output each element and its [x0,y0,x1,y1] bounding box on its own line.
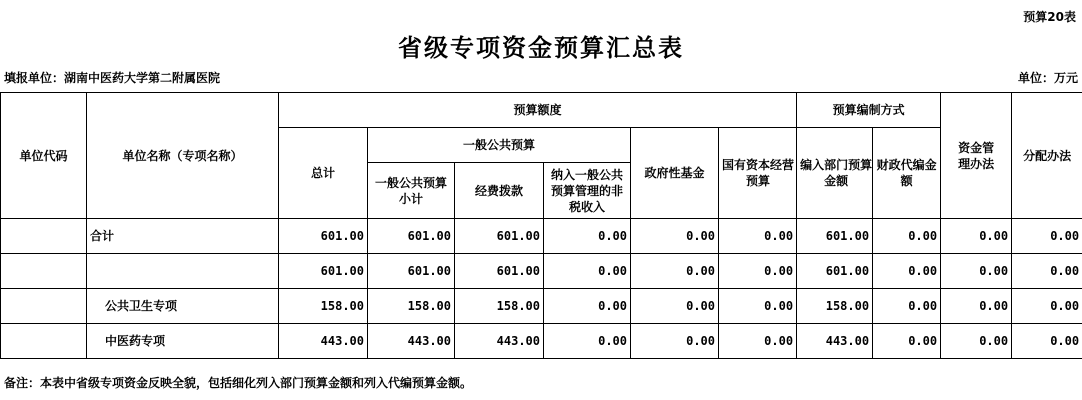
table-row [1,219,1082,254]
col-state-capital [719,128,797,219]
reporting-unit: 填报单位：湖南中医药大学第二附属医院 [4,71,221,85]
cell-state-capital: 0.00 [719,324,797,359]
unit-label: 单位：万元 [1017,71,1078,85]
cell-non-tax: 0.00 [544,289,631,324]
cell-state-capital: 0.00 [719,289,797,324]
col-budget-amount: 预算额度 [279,93,797,128]
cell-total: 601.00 [279,219,368,254]
form-number: 预算20表 [1023,10,1076,24]
cell-allocation: 0.00 [1012,219,1082,254]
cell-code [1,324,87,359]
cell-total: 601.00 [279,254,368,289]
cell-non-tax: 0.00 [544,219,631,254]
cell-allocation: 0.00 [1012,254,1082,289]
col-unit-code: 单位代码 [1,93,87,219]
col-dept-budget-amount [797,128,873,219]
page-title: 省级专项资金预算汇总表 [398,33,684,62]
cell-name: 合计 [87,219,279,254]
col-fund-management-label: 资金管理办法 [958,140,995,171]
cell-non-tax: 0.00 [544,324,631,359]
cell-funding: 601.00 [455,219,544,254]
cell-name [87,254,279,289]
cell-allocation: 0.00 [1012,289,1082,324]
cell-state-capital: 0.00 [719,254,797,289]
cell-allocation: 0.00 [1012,324,1082,359]
col-allocation-method: 分配办法 [1012,93,1082,219]
col-gpb-subtotal-label: 一般公共预算小计 [375,175,448,206]
cell-dept-budget: 443.00 [797,324,873,359]
cell-fund-management: 0.00 [941,254,1012,289]
cell-gpb-subtotal: 158.00 [368,289,455,324]
cell-fund-management: 0.00 [941,289,1012,324]
col-total: 总计 [279,128,368,219]
budget-table [0,92,1082,359]
cell-dept-budget: 601.00 [797,219,873,254]
cell-funding: 158.00 [455,289,544,324]
cell-code [1,289,87,324]
cell-fiscal-proxy: 0.00 [873,219,941,254]
col-funding-allocation: 经费拨款 [455,163,544,219]
cell-gpb-subtotal: 601.00 [368,254,455,289]
table-row [1,254,1082,289]
cell-dept-budget: 601.00 [797,254,873,289]
cell-name: 中医药专项 [87,324,279,359]
cell-total: 443.00 [279,324,368,359]
col-state-capital-label: 国有资本经营预算 [722,158,795,188]
col-dept-budget-label: 编入部门预算金额 [800,158,873,188]
footnote: 备注：本表中省级专项资金反映全貌，包括细化列入部门预算金额和列入代编预算金额。 [4,376,473,390]
col-general-public-budget: 一般公共预算 [368,128,631,163]
col-gpb-subtotal [368,163,455,219]
cell-state-capital: 0.00 [719,219,797,254]
cell-fiscal-proxy: 0.00 [873,324,941,359]
cell-dept-budget: 158.00 [797,289,873,324]
cell-fiscal-proxy: 0.00 [873,289,941,324]
col-compilation-method: 预算编制方式 [797,93,941,128]
cell-gov-fund: 0.00 [631,324,719,359]
col-non-tax-label: 纳入一般公共预算管理的非税收入 [551,167,624,214]
col-non-tax-income [544,163,631,219]
cell-non-tax: 0.00 [544,254,631,289]
cell-gov-fund: 0.00 [631,254,719,289]
cell-funding: 601.00 [455,254,544,289]
table-row [1,289,1082,324]
col-fiscal-proxy-amount [873,128,941,219]
cell-fiscal-proxy: 0.00 [873,254,941,289]
cell-name: 公共卫生专项 [87,289,279,324]
cell-code [1,219,87,254]
cell-funding: 443.00 [455,324,544,359]
cell-fund-management: 0.00 [941,324,1012,359]
col-unit-name: 单位名称（专项名称） [87,93,279,219]
cell-code [1,254,87,289]
cell-gpb-subtotal: 443.00 [368,324,455,359]
cell-gov-fund: 0.00 [631,289,719,324]
cell-gov-fund: 0.00 [631,219,719,254]
cell-total: 158.00 [279,289,368,324]
col-fiscal-proxy-label: 财政代编金额 [876,158,937,188]
cell-fund-management: 0.00 [941,219,1012,254]
col-gov-fund: 政府性基金 [631,128,719,219]
table-row [1,324,1082,359]
col-fund-management [941,93,1012,219]
cell-gpb-subtotal: 601.00 [368,219,455,254]
